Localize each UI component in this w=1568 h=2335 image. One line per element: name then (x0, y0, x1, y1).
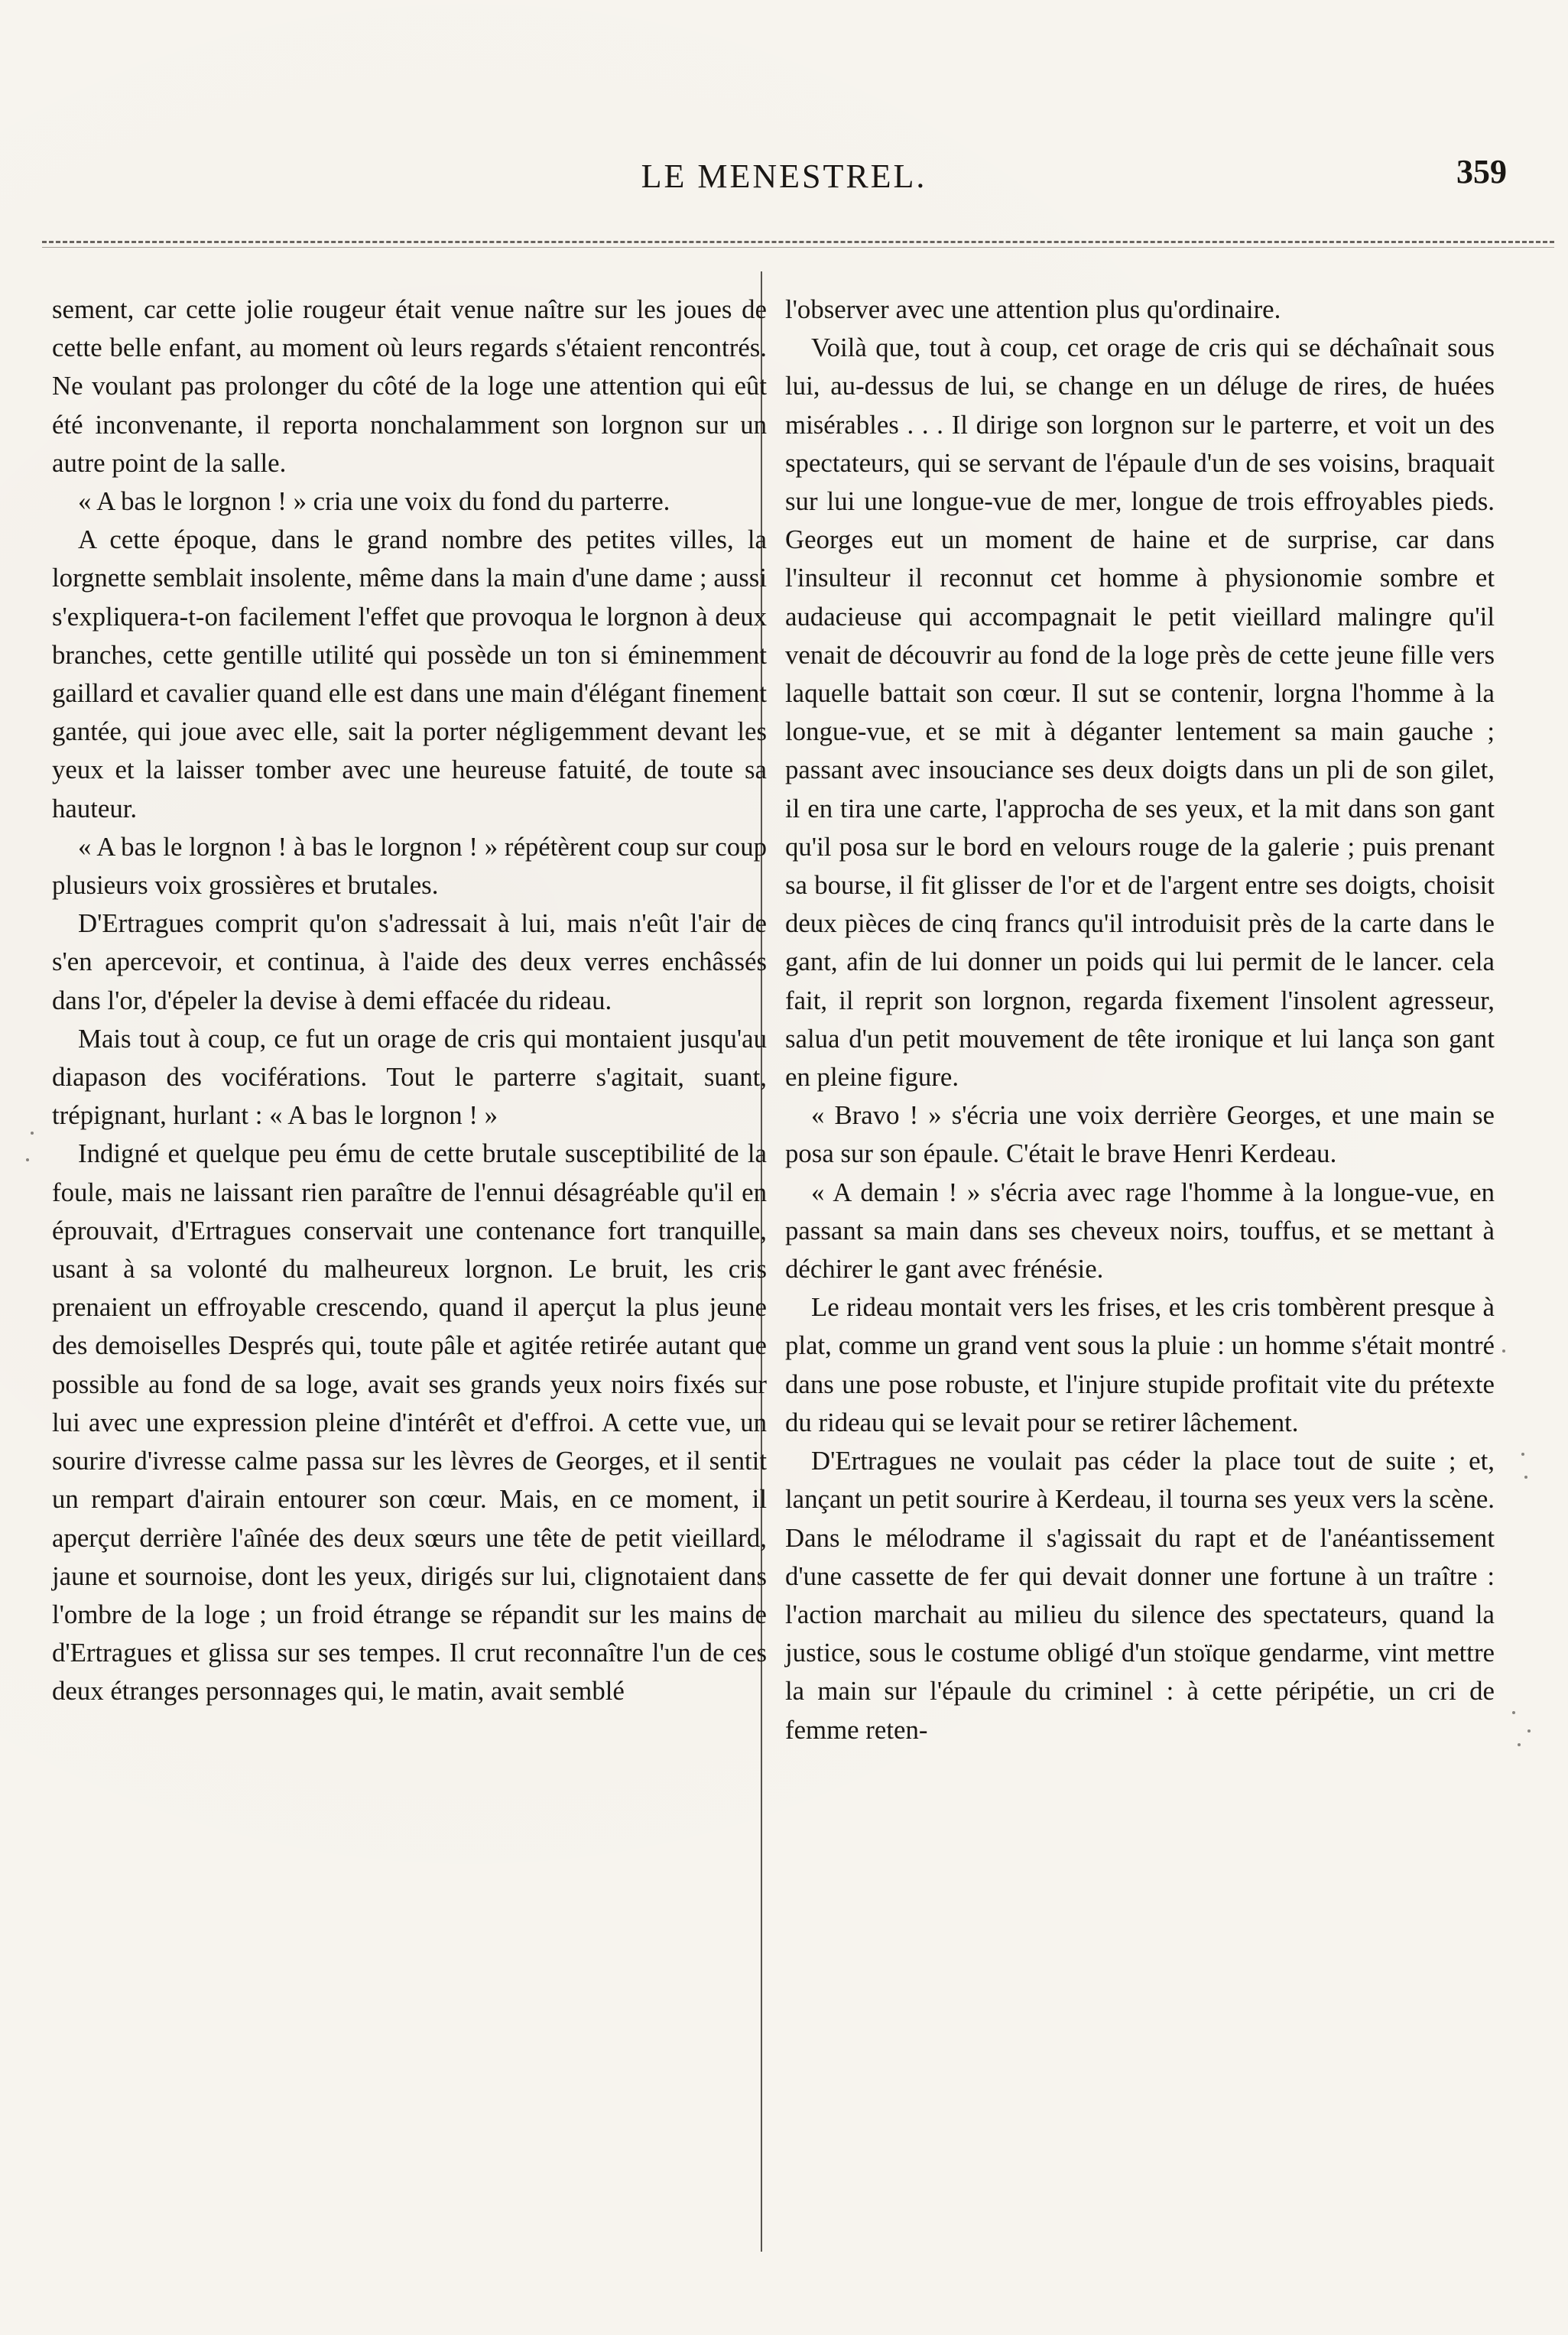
paragraph: « A bas le lorgnon ! » cria une voix du fond du parterre. (78, 486, 670, 517)
paragraph: « A demain ! » s'écria avec rage l'homme à la longue-vue, en passant sa main dans ses cheveux noirs, touffus, et se mettant à déchirer le gant avec frénésie. (785, 1177, 1495, 1284)
paragraph: l'observer avec une attention plus qu'ordinaire. (785, 294, 1281, 324)
paragraph: Mais tout à coup, ce fut un orage de cris qui montaient jusqu'au diapason des vociférations. Tout le parterre s'agitait, suant, trépignant, hurlant : « A bas le lorgnon ! » (52, 1023, 767, 1131)
page-number: 359 (1456, 153, 1507, 190)
header-rule-thin (42, 247, 1554, 248)
paragraph: « A bas le lorgnon ! à bas le lorgnon ! » répétèrent coup sur coup plusieurs voix grossières et brutales. (52, 831, 767, 901)
paragraph: sement, car cette jolie rougeur était venue naître sur les joues de cette belle enfant, au moment où leurs regards s'étaient rencontrés. Ne voulant pas prolonger du côté de la loge une attention qui eût été inconvenante, il reporta nonchalamment son lorgnon sur un autre point de la salle. (52, 294, 767, 478)
paragraph: D'Ertragues ne voulait pas céder la place tout de suite ; et, lançant un petit sourire à Kerdeau, il tourna ses yeux vers la scène. Dans le mélodrame il s'agissait du rapt et de l'anéantissement d'une cassette de fer qui devait donner une fortune à un traître : l'action marchait au milieu du silence des spectateurs, quand la justice, sous le costume obligé d'un stoïque gendarme, vint mettre la main sur l'épaule du criminel : à cette péripétie, un cri de femme reten- (785, 1446, 1495, 1745)
paragraph: A cette époque, dans le grand nombre des petites villes, la lorgnette semblait insolente, même dans la main d'une dame ; aussi s'expliquera-t-on facilement l'effet que provoqua le lorgnon à deux branches, cette gentille utilité qui possède un ton si éminemment gaillard et cavalier quand elle est dans une main d'élégant finement gantée, qui joue avec elle, sait la porter négligemment devant les yeux et la laisser tomber avec une heureuse fatuité, de toute sa hauteur. (52, 524, 767, 823)
paragraph: D'Ertragues comprit qu'on s'adressait à lui, mais n'eût l'air de s'en apercevoir, et continua, à l'aide des deux verres enchâssés dans l'or, d'épeler la devise à demi effacée du rideau. (52, 908, 767, 1015)
paragraph: Le rideau montait vers les frises, et les cris tombèrent presque à plat, comme un grand vent sous la pluie : un homme s'était montré dans une pose robuste, et l'injure stupide profitait vite du prétexte du rideau qui se levait pour se retirer lâchement. (785, 1292, 1495, 1437)
paragraph: « Bravo ! » s'écria une voix derrière Georges, et une main se posa sur son épaule. C'était le brave Henri Kerdeau. (785, 1100, 1495, 1169)
page-header (46, 153, 1522, 210)
running-title: LE MENESTREL. (641, 158, 927, 195)
paragraph: Indigné et quelque peu ému de cette brutale susceptibilité de la foule, mais ne laissant rien paraître de l'ennui désagréable qu'il en éprouvait, d'Ertragues conservait une contenance fort tranquille, usant à sa volonté du malheureux lorgnon. Le bruit, les cris prenaient un effroyable crescendo, quand il aperçut la plus jeune des demoiselles Després qui, toute pâle et agitée retirée autant que possible au fond de sa loge, avait ses grands yeux noirs fixés sur lui avec une expression pleine d'intérêt et d'effroi. A cette vue, un sourire d'ivresse calme passa sur les lèvres de Georges, et il sentit un rempart d'airain entourer son cœur. Mais, en ce moment, il aperçut derrière l'aînée des deux sœurs une tête de petit vieillard, jaune et sournoise, dont les yeux, dirigés sur lui, clignotaient dans l'ombre de la loge ; un froid étrange se répandit sur les mains de d'Ertragues et glissa sur ses tempes. Il crut reconnaître l'un de ces deux étranges personnages qui, le matin, avait semblé (52, 1138, 767, 1707)
paragraph: Voilà que, tout à coup, cet orage de cris qui se déchaînait sous lui, au-dessus de lui, se change en un déluge de rires, de huées misérables . . . Il dirige son lorgnon sur le parterre, et voit un des spectateurs, qui se servant de l'épaule d'un de ses voisins, braquait sur lui une longue-vue de mer, longue de trois effroyables pieds. Georges eut un moment de haine et de surprise, car dans l'insulteur il reconnut cet homme à physionomie sombre et audacieuse qui accompagnait le petit vieillard malingre qu'il venait de découvrir au fond de la loge près de cette jeune fille vers laquelle battait son cœur. Il sut se contenir, lorgna l'homme à la longue-vue, et se mit à déganter lentement sa main gauche ; passant avec insouciance ses deux doigts dans un pli de son gilet, il en tira une carte, l'approcha de ses yeux, et la mit dans son gant qu'il posa sur le bord en velours rouge de la galerie ; puis prenant sa bourse, il fit glisser de l'or et de l'argent entre ses doigts, choisit deux pièces de cinq francs qu'il introduisit près de la carte dans le gant, afin de lui donner un poids qui lui permit de le lancer. cela fait, il reprit son lorgnon, regarda fixement l'insolent agresseur, salua d'un petit mouvement de tête ironique et lui lança son gant en pleine figure. (785, 333, 1495, 1093)
right-column (785, 291, 1495, 1749)
header-rule (42, 241, 1554, 243)
left-column (52, 291, 767, 1711)
